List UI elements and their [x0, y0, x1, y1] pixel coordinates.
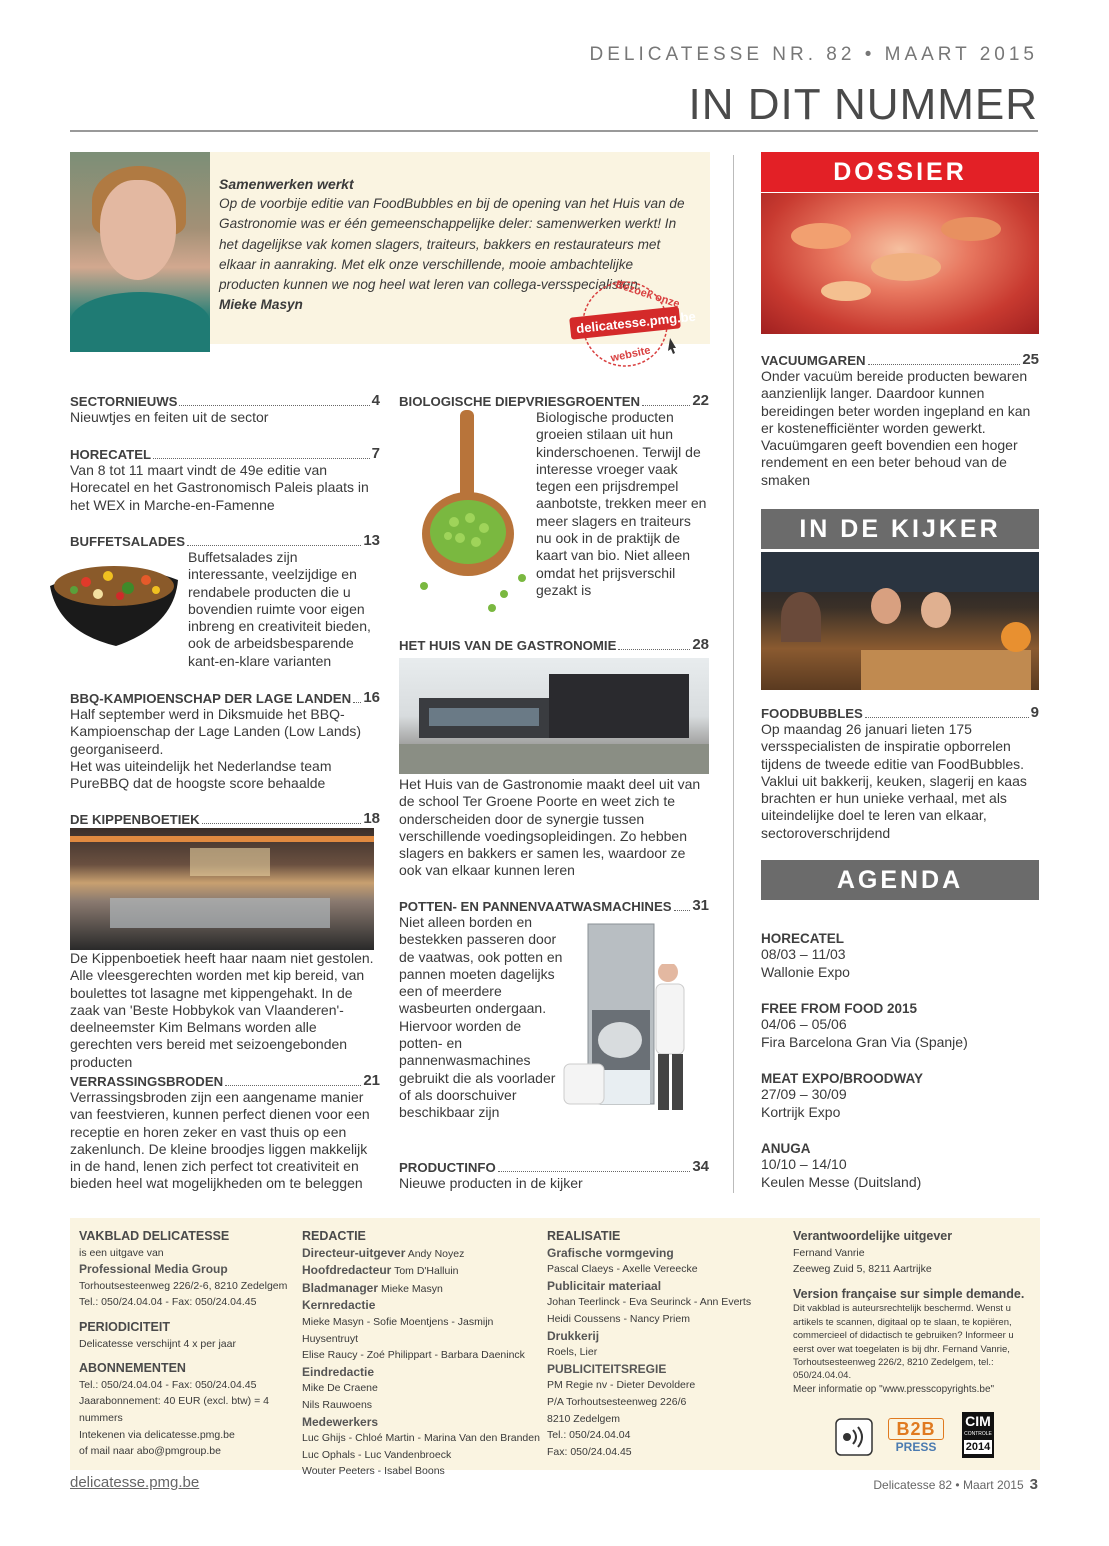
cursor-icon: [668, 338, 676, 354]
entry-title: SECTORNIEUWS: [70, 394, 178, 409]
colofon-line: Torhoutsesteenweg 226/2-6, 8210 Zedelgem: [79, 1279, 288, 1292]
agenda-item: [761, 931, 1039, 981]
stamp-top-text: Bezoek onze: [613, 278, 682, 311]
colofon-heading: VAKBLAD DELICATESSE: [79, 1229, 230, 1243]
colofon-line: P/A Torhoutsesteenweg 226/6: [547, 1395, 687, 1408]
peas-spoon-image: [404, 410, 534, 616]
toc-entry-sectornieuws[interactable]: [70, 392, 380, 426]
agenda-title: MEAT EXPO/BROODWAY: [761, 1071, 924, 1086]
dossier-banner: DOSSIER: [761, 152, 1039, 192]
colofon-line: Delicatesse verschijnt 4 x per jaar: [79, 1337, 236, 1350]
entry-page: 25: [1022, 351, 1039, 368]
agenda-place: Keulen Messe (Duitsland): [761, 1173, 922, 1190]
entry-text: Niet alleen borden en bestekken passeren door de vaatwas, ook potten en pannen moeten dagelijks een of meerdere wasbeurten ondergaan. Hiervoor worden de potten- en pannenwasmachines gebruikt die als voorlader of als doorschuiver beschikbaar zijn: [399, 914, 563, 1121]
entry-text: Onder vacuüm bereide producten bewaren aanzienlijk langer. Daardoor kunnen bereidingen beter worden ingepland en kan er kostenefficiënter worden gewerkt. Vacuümgaren geeft bovendien een hoger rendement en een beter behoud van de smaken: [761, 368, 1031, 488]
entry-title: VACUUMGAREN: [761, 353, 866, 368]
colofon-heading: REALISATIE: [547, 1229, 621, 1243]
colofon-line: 8210 Zedelgem: [547, 1412, 620, 1425]
colofon-bold: Professional Media Group: [79, 1262, 228, 1277]
colofon-bold: Kernredactie: [302, 1298, 376, 1313]
cim-logo-sub: CONTROLE: [964, 1431, 992, 1437]
colofon-bold: Publicitair materiaal: [547, 1278, 662, 1293]
colofon-line: Elise Raucy - Zoé Philippart - Barbara Daeninck: [302, 1349, 525, 1362]
entry-text: Half september werd in Diksmuide het BBQ-Kampioenschap der Lage Landen (Low Lands) georganiseerd. Het was uiteindelijk het Nederlandse team PureBBQ dat de hoogste score behaalde: [70, 706, 362, 792]
colofon-line: is een uitgave van: [79, 1246, 164, 1259]
colofon-col-uitgever: [793, 1228, 1033, 1397]
cim-logo-text: CIM: [965, 1413, 991, 1429]
colofon-line: Nils Rauwoens: [302, 1398, 373, 1411]
toc-entry-productinfo[interactable]: [399, 1158, 709, 1192]
agenda-dates: 27/09 – 30/09: [761, 1086, 847, 1102]
colofon-bold: Hoofdredacteur: [302, 1263, 392, 1278]
colofon-line: Mieke Masyn - Sofie Moentjens - Jasmijn Huysentruyt: [302, 1315, 494, 1345]
colofon-line: Tel.: 050/24.04.04 - Fax: 050/24.04.45: [79, 1296, 257, 1309]
press-logo-text: PRESS: [895, 1440, 937, 1454]
entry-text: Nieuwtjes en feiten uit de sector: [70, 409, 269, 425]
entry-title: FOODBUBBLES: [761, 706, 863, 721]
entry-text: Op maandag 26 januari lieten 175 versspecialisten de inspiratie opborrelen tijdens de tweede editie van FoodBubbles. Vaklui uit bakkerij, keuken, slagerij en kaas brachten er hun unieke verhaal, met als uiteindelijke doel te leren van elkaar, sectoroverschrijdend: [761, 721, 1027, 841]
colofon-line: Andy Noyez: [407, 1247, 465, 1260]
entry-title: PRODUCTINFO: [399, 1160, 496, 1175]
dossier-photo: [761, 193, 1039, 334]
footer-issue-text: Delicatesse 82 • Maart 2015: [873, 1478, 1024, 1492]
colofon-bold: Drukkerij: [547, 1328, 600, 1343]
issue-line: DELICATESSE NR. 82 • MAART 2015: [589, 44, 1038, 65]
page-number: 3: [1029, 1476, 1038, 1493]
entry-page: 18: [363, 810, 380, 827]
entry-page: 16: [363, 689, 380, 706]
toc-entry-huis-gastronomie[interactable]: [399, 636, 709, 653]
colofon-col-realisatie: [547, 1228, 787, 1460]
stamp-url[interactable]: delicatesse.pmg.be: [575, 308, 697, 337]
entry-text: Verrassingsbroden zijn een aangename manier van feestvieren, kunnen perfect dienen voor een receptie en horen zeker en vast thuis op een zakenlunch. De kleine broodjes liggen makkelijk in de hand, lenen zich perfect tot creativiteit en bieden heel wat mogelijkheden om te beleggen: [70, 1089, 370, 1192]
website-stamp[interactable]: [570, 276, 697, 368]
b2b-logo-text: B2B: [888, 1418, 944, 1440]
colofon-line: Fax: 050/24.04.45: [547, 1445, 632, 1458]
dishwasher-image: [560, 920, 710, 1120]
entry-title: BBQ-KAMPIOENSCHAP DER LAGE LANDEN: [70, 691, 352, 706]
entry-page: 34: [692, 1158, 709, 1175]
colofon-line: Zeeweg Zuid 5, 8211 Aartrijke: [793, 1263, 932, 1276]
entry-page: 9: [1030, 704, 1039, 721]
agenda-dates: 08/03 – 11/03: [761, 946, 846, 962]
footer-issue: [800, 1476, 1038, 1493]
agenda-title: FREE FROM FOOD 2015: [761, 1001, 918, 1016]
footer-url-link[interactable]: delicatesse.pmg.be: [70, 1474, 200, 1491]
agenda-place: Kortrijk Expo: [761, 1103, 841, 1120]
entry-text: Buffetsalades zijn interessante, veelzijdige en rendabele producten die u bovendien ruimte voor eigen inbreng en creativiteit bieden, ook de arbeidsbesparende kant-en-klare varianten: [188, 549, 371, 669]
colofon-line: of mail naar abo@pmgroup.be: [79, 1445, 221, 1458]
colofon-line: Roels, Lier: [547, 1346, 598, 1359]
agenda-dates: 04/06 – 05/06: [761, 1016, 847, 1032]
colofon-col-publisher: [79, 1228, 294, 1460]
entry-page: 22: [692, 392, 709, 409]
agenda-banner: AGENDA: [761, 860, 1039, 900]
toc-entry-vacuumgaren[interactable]: [761, 351, 1039, 489]
entry-page: 7: [371, 445, 380, 462]
colofon-line: Fernand Vanrie: [793, 1246, 865, 1259]
colofon-bold: Directeur-uitgever: [302, 1245, 406, 1260]
editor-portrait: [70, 152, 210, 344]
entry-title: HET HUIS VAN DE GASTRONOMIE: [399, 638, 617, 653]
b2b-press-logo: [888, 1418, 944, 1454]
agenda-dates: 10/10 – 14/10: [761, 1156, 847, 1172]
entry-title: VERRASSINGSBRODEN: [70, 1074, 224, 1089]
colofon-line: Pascal Claeys - Axelle Vereecke: [547, 1263, 698, 1276]
foodbubbles-photo: [761, 552, 1039, 690]
editorial-signature: Mieke Masyn: [219, 297, 303, 313]
entry-page: 28: [692, 636, 709, 653]
agenda-place: Wallonie Expo: [761, 963, 850, 980]
colofon-line: Johan Teerlinck - Eva Seurinck - Ann Everts: [547, 1296, 752, 1309]
colofon-line: PM Regie nv - Dieter Devoldere: [547, 1379, 696, 1392]
colofon-line: Intekenen via delicatesse.pmg.be: [79, 1428, 235, 1441]
editorial-body: Op de voorbije editie van FoodBubbles en bij de opening van het Huis van de Gastronomie was er één gemeenschappelijke deler: samenwerken werkt! In het dagelijkse vak komen slagers, traiteurs, bakkers en restaurateurs met elkaar in aanraking. Met elk onze verschillende, mooie ambachtelijke producten kunnen we nog heel wat leren van collega-versspecialisten.: [219, 196, 685, 293]
colofon-heading: REDACTIE: [302, 1229, 366, 1243]
agenda-item: [761, 1071, 1039, 1121]
cim-logo-year: 2014: [965, 1441, 991, 1453]
colofon-line: Luc Ophals - Luc Vandenbroeck: [302, 1448, 452, 1461]
colofon-line: Tel.: 050/24.04.04: [547, 1429, 631, 1442]
colofon-bold: Eindredactie: [302, 1364, 375, 1379]
agenda-title: ANUGA: [761, 1141, 811, 1156]
entry-text: Biologische producten groeien stilaan uit hun kinderschoenen. Terwijl de interesse vroeger vaak tegen een prijsdrempel aanbotste, trekken meer en meer slagers en traiteurs nu ook in de praktijk de kaart van bio. Niet alleen omdat het prijsverschil gezakt is: [536, 409, 707, 598]
colofon-line: Mieke Masyn: [380, 1282, 443, 1295]
entry-text: Nieuwe producten in de kijker: [399, 1175, 583, 1191]
column-divider: [733, 155, 734, 1193]
entry-title: BUFFETSALADES: [70, 534, 186, 549]
colofon-line: Luc Ghijs - Chloé Martin - Marina Van den Branden: [302, 1432, 540, 1445]
kippenboetiek-photo: [70, 828, 374, 950]
colofon-heading: Version française sur simple demande.: [793, 1286, 1025, 1301]
stamp-bottom-text: website: [609, 344, 652, 365]
entry-title: BIOLOGISCHE DIEPVRIESGROENTEN: [399, 394, 641, 409]
salad-bowl-image: [46, 556, 182, 650]
colofon-line: Tel.: 050/24.04.04 - Fax: 050/24.04.45: [79, 1378, 257, 1391]
agenda-item: [761, 1141, 1039, 1191]
entry-page: 21: [363, 1072, 380, 1089]
entry-title: HORECATEL: [70, 447, 152, 462]
header-divider: [70, 130, 1038, 132]
huis-gastronomie-photo: [399, 658, 709, 774]
colofon-bold: Medewerkers: [302, 1414, 379, 1429]
entry-text: Van 8 tot 11 maart vindt de 49e editie van Horecatel en het Gastronomisch Paleis plaats in het WEX in Marche-en-Famenne: [70, 462, 369, 513]
toc-entry-foodbubbles[interactable]: [761, 704, 1039, 842]
entry-title: POTTEN- EN PANNENVAATWASMACHINES: [399, 899, 672, 914]
entry-title: DE KIPPENBOETIEK: [70, 812, 200, 827]
colofon-line: Mike De Craene: [302, 1382, 378, 1395]
colofon-bold: PUBLICITEITSREGIE: [547, 1361, 667, 1376]
in-de-kijker-banner: IN DE KIJKER: [761, 509, 1039, 549]
colofon-bold: Bladmanager: [302, 1280, 379, 1295]
colofon-heading: Verantwoordelijke uitgever: [793, 1229, 953, 1243]
colofon-heading: PERIODICITEIT: [79, 1319, 170, 1334]
toc-entry-kippenboetiek[interactable]: [70, 810, 380, 827]
entry-page: 4: [371, 392, 380, 409]
entry-page: 31: [692, 897, 709, 914]
toc-entry-verrassingsbroden[interactable]: [70, 1072, 380, 1193]
colofon-line: Heidi Coussens - Nancy Priem: [547, 1312, 690, 1325]
huis-gastronomie-text: Het Huis van de Gastronomie maakt deel uit van de school Ter Groene Poorte en weet zich te onderscheiden door de synergie tussen verschillende voedingsopleidingen. Zo hebben slagers en bakkers er samen les, waardoor ze ook van elkaar kunnen leren: [399, 776, 701, 879]
colofon-copyright: Dit vakblad is auteursrechtelijk beschermd. Wenst u artikels te scannen, digitaal op te slaan, te kopiëren, commercieel of didactisch te gebruiken? Informeer u eerst over wat toegelaten is bij dhr. Fernand Vanrie, Torhoutsesteenweg 226/2, 8210 Zedelgem, tel.: 050/24.04.04.: [793, 1303, 1014, 1382]
kippenboetiek-text: De Kippenboetiek heeft haar naam niet gestolen. Alle vleesgerechten worden met kip bereid, van boulettes tot lasagne met kippengehakt. In de zaak van 'Beste Hobbykok van Vlaanderen'-deelneemster Kim Belmans worden alle gerechten vers bereid met seizoengebonden producten: [70, 950, 374, 1070]
colofon-line: Meer informatie op "www.presscopyrights.be": [793, 1383, 995, 1395]
agenda-place: Fira Barcelona Gran Via (Spanje): [761, 1033, 968, 1050]
entry-page: 13: [363, 532, 380, 549]
colofon-col-redactie: [302, 1228, 542, 1480]
colofon-line: Tom D'Halluin: [394, 1265, 459, 1278]
page-title: IN DIT NUMMER: [688, 80, 1038, 129]
colofon-heading: ABONNEMENTEN: [79, 1361, 186, 1376]
cim-logo: [962, 1412, 994, 1458]
colofon-line: Jaarabonnement: 40 EUR (excl. btw) = 4 nummers: [79, 1395, 269, 1424]
colofon-bold: Grafische vormgeving: [547, 1245, 674, 1260]
toc-entry-horecatel[interactable]: [70, 445, 380, 514]
colofon-line: Wouter Peeters - Isabel Boons: [302, 1465, 445, 1478]
agenda-title: HORECATEL: [761, 931, 844, 946]
agenda-item: [761, 1001, 1039, 1051]
toc-entry-bbq[interactable]: [70, 689, 380, 792]
press-logo-icon: [835, 1418, 873, 1456]
editorial-title: Samenwerken werkt: [219, 176, 354, 192]
